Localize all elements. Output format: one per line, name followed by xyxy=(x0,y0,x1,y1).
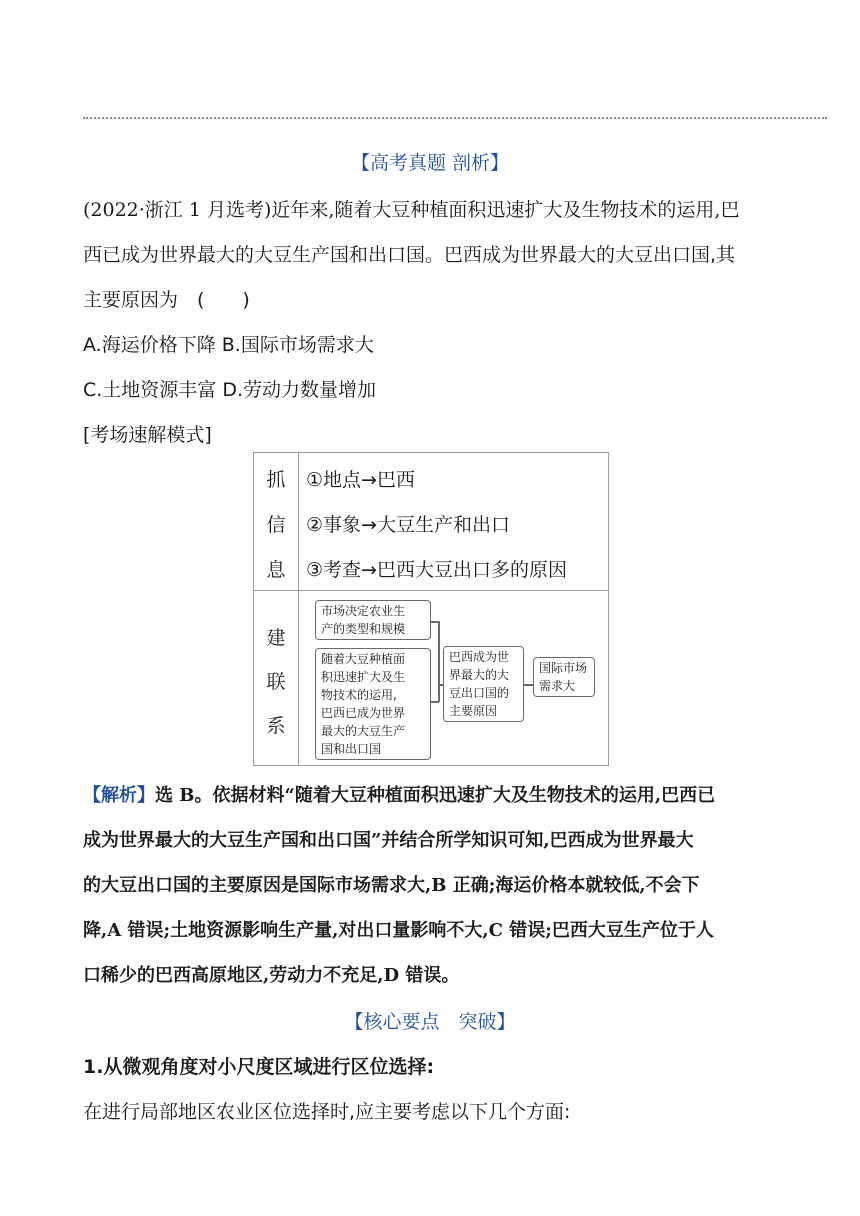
diagram-box-material xyxy=(315,648,431,760)
analysis-line-5: 口稀少的巴西高原地区,劳动力不充足,D 错误。 xyxy=(83,965,460,986)
connector xyxy=(524,684,533,686)
box-text: 国际市场 xyxy=(539,661,588,675)
box-text: 巴西成为世 xyxy=(449,650,510,664)
box-text: 豆出口国的 xyxy=(449,686,510,700)
box-text: 物技术的运用, xyxy=(321,688,397,702)
box-text: 国和出口国 xyxy=(321,742,382,756)
table-horizontal-divider xyxy=(254,590,608,591)
section-heading-exam-analysis: 【高考真题 剖析】 xyxy=(350,152,510,174)
section-heading-key-points: 【核心要点 突破】 xyxy=(344,1011,516,1033)
box-text: 产的类型和规模 xyxy=(321,622,406,636)
box-text: 巴西已成为世界 xyxy=(321,706,406,720)
options-c-d: C.土地资源丰富 D.劳动力数量增加 xyxy=(83,379,377,401)
box-text: 市场决定农业生 xyxy=(321,604,406,618)
diagram-box-market xyxy=(315,600,431,640)
label-build-2: 联 xyxy=(266,671,286,693)
diagram-box-reason xyxy=(443,646,524,722)
label-grab-3: 息 xyxy=(266,559,286,581)
label-build-3: 系 xyxy=(266,715,286,737)
connector xyxy=(438,621,440,702)
question-text-1: (2022·浙江 1 月选考)近年来,随着大豆种植面积迅速扩大及生物技术的运用,巴 xyxy=(83,199,740,221)
analysis-tag: 【解析】 xyxy=(83,785,155,806)
label-build-1: 建 xyxy=(266,627,286,649)
solution-table xyxy=(253,452,609,766)
options-a-b: A.海运价格下降 B.国际市场需求大 xyxy=(83,334,374,356)
question-line-2: 西已成为世界最大的大豆生产国和出口国。巴西成为世界最大的大豆出口国,其 xyxy=(83,244,736,266)
info-row-location: ①地点→巴西 xyxy=(306,469,415,491)
analysis-line-3: 的大豆出口国的主要原因是国际市场需求大,B 正确;海运价格本就较低,不会下 xyxy=(83,875,700,896)
dotted-divider xyxy=(83,117,827,119)
section-text: 在进行局部地区农业区位选择时,应主要考虑以下几个方面: xyxy=(83,1101,571,1123)
table-vertical-divider xyxy=(298,453,299,765)
mode-label: [考场速解模式] xyxy=(83,424,212,446)
label-grab-1: 抓 xyxy=(266,469,286,491)
box-text: 界最大的大 xyxy=(449,668,510,682)
question-line-3: 主要原因为 ( ) xyxy=(83,289,250,311)
question-line-1 xyxy=(83,195,739,222)
box-text: 主要原因 xyxy=(449,704,498,718)
box-text: 最大的大豆生产 xyxy=(321,724,406,738)
analysis-line-4: 降,A 错误;土地资源影响生产量,对出口量影响不大,C 错误;巴西大豆生产位于人 xyxy=(83,920,714,941)
analysis-line-1 xyxy=(83,781,715,807)
box-text: 需求大 xyxy=(539,679,576,693)
analysis-line-2: 成为世界最大的大豆生产国和出口国”并结合所学知识可知,巴西成为世界最大 xyxy=(83,830,694,851)
info-row-question: ③考查→巴西大豆出口多的原因 xyxy=(306,559,567,581)
box-text: 积迅速扩大及生 xyxy=(321,670,406,684)
analysis-text-1: 选 B。依据材料“随着大豆种植面积迅速扩大及生物技术的运用,巴西已 xyxy=(155,785,716,806)
section-title: 1.从微观角度对小尺度区域进行区位选择: xyxy=(83,1056,435,1078)
box-text: 随着大豆种植面 xyxy=(321,652,406,666)
label-grab-2: 信 xyxy=(266,514,286,536)
diagram-box-answer xyxy=(533,657,595,697)
info-row-event: ②事象→大豆生产和出口 xyxy=(306,514,510,536)
